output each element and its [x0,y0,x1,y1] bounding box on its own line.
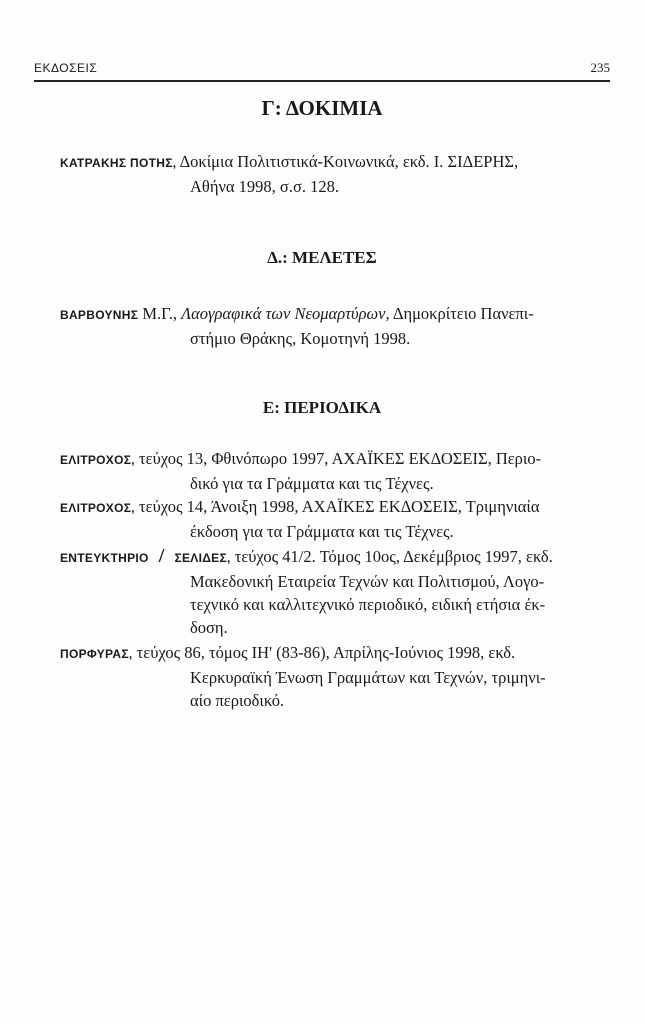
entry-author: ΠΟΡΦΥΡΑΣ, [60,647,133,661]
header-rule [34,80,610,82]
entry-author: ΕΝΤΕΥΚΤΗΡΙΟ [60,551,149,565]
page-number: 235 [590,60,610,75]
entry-text-continued: Μακεδονική Εταιρεία Τεχνών και Πολιτισμού, Λογο- [190,572,545,591]
bibliography-entry [60,447,610,495]
entry-text: Δημοκρίτειο Πανεπι- [392,304,534,323]
running-header [34,58,610,82]
entry-slash: / [158,545,165,567]
entry-text: Δοκίμια Πολιτιστικά-Κοινωνικά, εκδ. Ι. ΣΙΔΕΡΗΣ, [179,152,519,171]
entry-author: ΕΛΙΤΡΟΧΟΣ, [60,501,135,515]
entry-text-continued: Αθήνα 1998, σ.σ. 128. [190,177,339,196]
entry-title: Λαογραφικά των Νεομαρτύρων, [181,304,390,323]
entry-text: τεύχος 41/2. Τόμος 10ος, Δεκέμβριος 1997, εκδ. [234,547,553,566]
entry-author-second: ΣΕΛΙΔΕΣ, [174,551,231,565]
entry-author: ΚΑΤΡΑΚΗΣ ΠΟΤΗΣ, [60,156,177,170]
entry-author: ΕΛΙΤΡΟΧΟΣ, [60,453,135,467]
entry-text-continued: δικό για τα Γράμματα και τις Τέχνες. [190,474,434,493]
entry-author: ΒΑΡΒΟΥΝΗΣ [60,308,139,322]
entry-author-initials: Μ.Γ., [142,304,177,323]
running-title: ΕΚΔΟΣΕΙΣ [34,61,98,75]
entry-text-continued: τεχνικό και καλλιτεχνικό περιοδικό, ειδική ετήσια έκ- [190,595,546,614]
entry-text-continued: δοση. [190,618,228,637]
entry-text: τεύχος 13, Φθινόπωρο 1997, ΑΧΑΪΚΕΣ ΕΚΔΟΣΕΙΣ, Περιο- [139,449,542,468]
bibliography-entry [60,641,610,712]
entry-text-continued: στήμιο Θράκης, Κομοτηνή 1998. [190,329,411,348]
section-heading-periodicals: Ε: ΠΕΡΙΟΔΙΚΑ [262,398,382,417]
bibliography-entry [60,302,610,350]
entry-text: τεύχος 86, τόμος ΙΗ' (83-86), Απρίλης-Ιούνιος 1998, εκδ. [136,643,516,662]
bibliography-entry [60,495,610,543]
bibliography-entry [60,545,610,639]
entry-text-continued: αίο περιοδικό. [190,691,285,710]
section-heading-essays: Γ: ΔΟΚΙΜΙΑ [261,96,383,120]
entry-text-continued: έκδοση για τα Γράμματα και τις Τέχνες. [190,522,454,541]
section-heading-studies: Δ.: ΜΕΛΕΤΕΣ [267,248,377,267]
bibliography-entry [60,150,610,198]
entry-text-continued: Κερκυραϊκή Ένωση Γραμμάτων και Τεχνών, τριμηνι- [190,668,546,687]
entry-text: τεύχος 14, Άνοιξη 1998, ΑΧΑΪΚΕΣ ΕΚΔΟΣΕΙΣ, Τριμηνιαία [139,497,540,516]
